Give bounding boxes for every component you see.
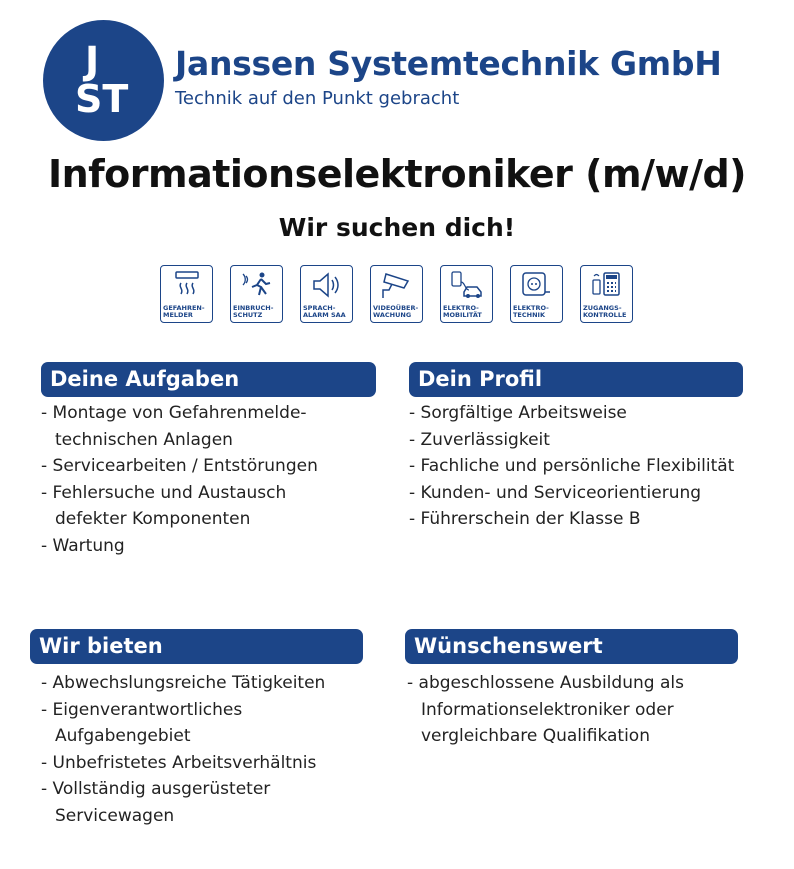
list-item: vergleichbare Qualifikation [421, 726, 650, 746]
section-header-bieten: Wir bieten [30, 629, 363, 664]
list-item: Informationselektroniker oder [421, 699, 674, 720]
list-item: - Führerschein der Klasse B [409, 509, 641, 529]
wuenschenswert-list [407, 670, 684, 750]
speaker-icon: SPRACH- ALARM SAA [300, 265, 353, 323]
bieten-list [41, 670, 325, 829]
list-item: Servicewagen [55, 805, 175, 826]
burglary-icon: EINBRUCH- SCHUTZ [230, 265, 283, 323]
list-item: - Vollständig ausgerüsteter [41, 779, 271, 799]
job-subtitle: Wir suchen dich! [278, 213, 516, 242]
list-item: - Fehlersuche und Austausch [41, 482, 287, 503]
list-item: - Montage von Gefahrenmelde- [41, 403, 307, 423]
logo-letters-st: ST [75, 77, 129, 121]
list-item: - Kunden- und Serviceorientierung [409, 482, 702, 503]
profil-list [409, 400, 734, 533]
job-title: Informationselektroniker (m/w/d) [47, 152, 747, 196]
fire-alarm-icon: GEFAHREN- MELDER [160, 265, 213, 323]
list-item: - Eigenverantwortliches [41, 699, 243, 720]
section-header-wuenschenswert: Wünschenswert [405, 629, 738, 664]
list-item: - Servicearbeiten / Entstörungen [41, 456, 318, 476]
list-item: - Unbefristetes Arbeitsverhältnis [41, 752, 317, 773]
service-icons [160, 265, 640, 327]
list-item: Aufgabengebiet [55, 726, 191, 746]
logo-letter-j: J [85, 39, 100, 83]
list-item: - Abwechslungsreiche Tätigkeiten [41, 673, 326, 693]
list-item: - Wartung [41, 535, 125, 556]
list-item: defekter Komponenten [55, 509, 251, 529]
company-name: Janssen Systemtechnik GmbH [175, 44, 722, 83]
list-item: - Sorgfältige Arbeitsweise [409, 403, 627, 423]
list-item: - abgeschlossene Ausbildung als [407, 673, 684, 693]
section-header-profil: Dein Profil [409, 362, 743, 397]
keypad-icon: ZUGANGS- KONTROLLE [580, 265, 633, 323]
list-item: - Zuverlässigkeit [409, 429, 550, 450]
list-item: technischen Anlagen [55, 429, 233, 450]
list-item: - Fachliche und persönliche Flexibilität [409, 456, 735, 476]
ev-icon: ELEKTRO- MOBILITÄT [440, 265, 493, 323]
company-slogan: Technik auf den Punkt gebracht [175, 88, 460, 109]
socket-icon: ELEKTRO- TECHNIK [510, 265, 563, 323]
aufgaben-list [41, 400, 318, 559]
camera-icon: VIDEOÜBER- WACHUNG [370, 265, 423, 323]
section-header-aufgaben: Deine Aufgaben [41, 362, 376, 397]
